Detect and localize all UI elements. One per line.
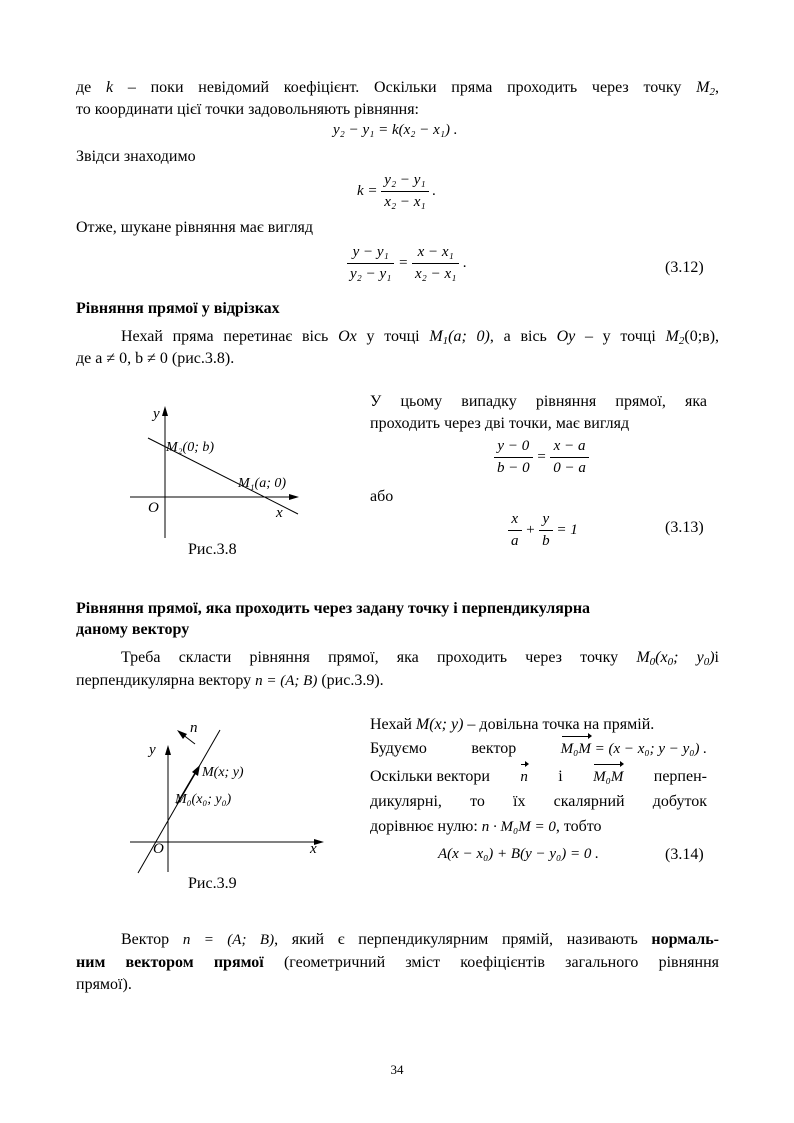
equation: y₂ − y₁ = k(x₂ − x₁) . — [333, 122, 458, 138]
equation-k: k = $\frac{\text{y₂ − y₁}}{\text{x₂ − x₁}}$ . — [357, 172, 437, 210]
point-m0-label: M₀(x₀; y₀) — [175, 792, 232, 807]
text-line: У цьому випадку рівняння прямої, яка — [370, 393, 707, 410]
normal-vector-arrow — [177, 730, 187, 739]
figure-3-9 — [120, 710, 335, 880]
origin-label: O — [153, 841, 164, 857]
x-axis-arrow — [289, 494, 299, 500]
text-line: Нехай M(x; y) – довільна точка на прямій. — [370, 716, 655, 733]
text-line: проходить через дві точки, має вигляд — [370, 415, 630, 432]
figure-caption: Рис.3.8 — [188, 541, 237, 558]
normal-label: n — [190, 720, 198, 736]
point-m2-label: M₂(0; b) — [166, 440, 215, 455]
text-line: ним вектором прямої (геометричний зміст коефіцієнтів загального рівняння — [76, 954, 720, 971]
x-label: x — [276, 505, 283, 521]
origin-label: O — [148, 500, 159, 516]
vector-m0m-arrow — [192, 765, 200, 776]
text-line: Нехай пряма перетинає вісь Ox у точці $M_1(a$; 0), а вісь Oy – у точці $M_2(0;в)$, — [121, 328, 720, 347]
equation-number: (3.14) — [665, 846, 704, 863]
text-line: де k – поки невідомий коефіцієнт. Оскільки пряма проходить через точку $M_2$, — [76, 79, 719, 98]
section-heading: Рівняння прямої у відрізках — [76, 300, 280, 317]
equation-3-12: $\frac{\text{y − y₁}}{\text{y₂ − y₁}}$ = $\frac{\text{x − x₁}}{\text{x₂ − x₁}}$ . — [347, 244, 467, 283]
text-line: перпендикулярна вектору n = (A; B) (рис.3.9). — [76, 672, 384, 689]
equation-number: (3.13) — [665, 519, 704, 536]
text-line: то координати цієї точки задовольняють рівняння: — [76, 101, 419, 118]
text-line: дикулярні, то їх скалярний добуток — [370, 793, 707, 810]
text-line: Оскільки вектори n і M₀M перпен- — [370, 766, 707, 788]
equation-3-14: A(x − x₀) + B(y − y₀) = 0 . — [438, 846, 599, 862]
point-m-label: M(x; y) — [202, 765, 244, 780]
point-m1-label: M₁(a; 0) — [238, 476, 287, 491]
equation-number: (3.12) — [665, 259, 704, 276]
text-line: або — [370, 488, 394, 505]
text-line: прямої). — [76, 976, 132, 993]
text-line: де a ≠ 0, b ≠ 0 (рис.3.8). — [76, 350, 235, 367]
text-line: Звідси знаходимо — [76, 148, 196, 165]
y-label: y — [153, 406, 160, 422]
section-heading: даному вектору — [76, 621, 190, 638]
x-label: x — [310, 841, 317, 857]
text-line: Будуємо вектор M₀M = (x − x₀; y − y₀) . — [370, 738, 707, 760]
text-line: дорівнює нулю: n · M₀M = 0, тобто — [370, 818, 602, 835]
y-axis-arrow — [162, 406, 168, 416]
equation-3-13: $\frac{x}{a}$ + $\frac{y}{b}$ = 1 — [508, 511, 578, 550]
text-line: Треба скласти рівняння прямої, яка проходить через точку $M_0(x_0$; $y_0)і$ — [121, 649, 719, 668]
equation-two-points: $\frac{y - 0}{b - 0}$ = $\frac{x - a}{0 - a}$ — [494, 438, 589, 477]
figure-caption: Рис.3.9 — [188, 875, 237, 892]
text-line: Отже, шукане рівняння має вигляд — [76, 219, 314, 236]
section-heading: Рівняння прямої, яка проходить через задану точку і перпендикулярна — [76, 600, 591, 617]
y-axis-arrow — [165, 745, 171, 755]
y-label: y — [149, 742, 156, 758]
page-number: 34 — [390, 1062, 404, 1077]
text-line: Вектор n = (A; B), який є перпендикулярним прямій, називають нормаль- — [121, 931, 719, 948]
